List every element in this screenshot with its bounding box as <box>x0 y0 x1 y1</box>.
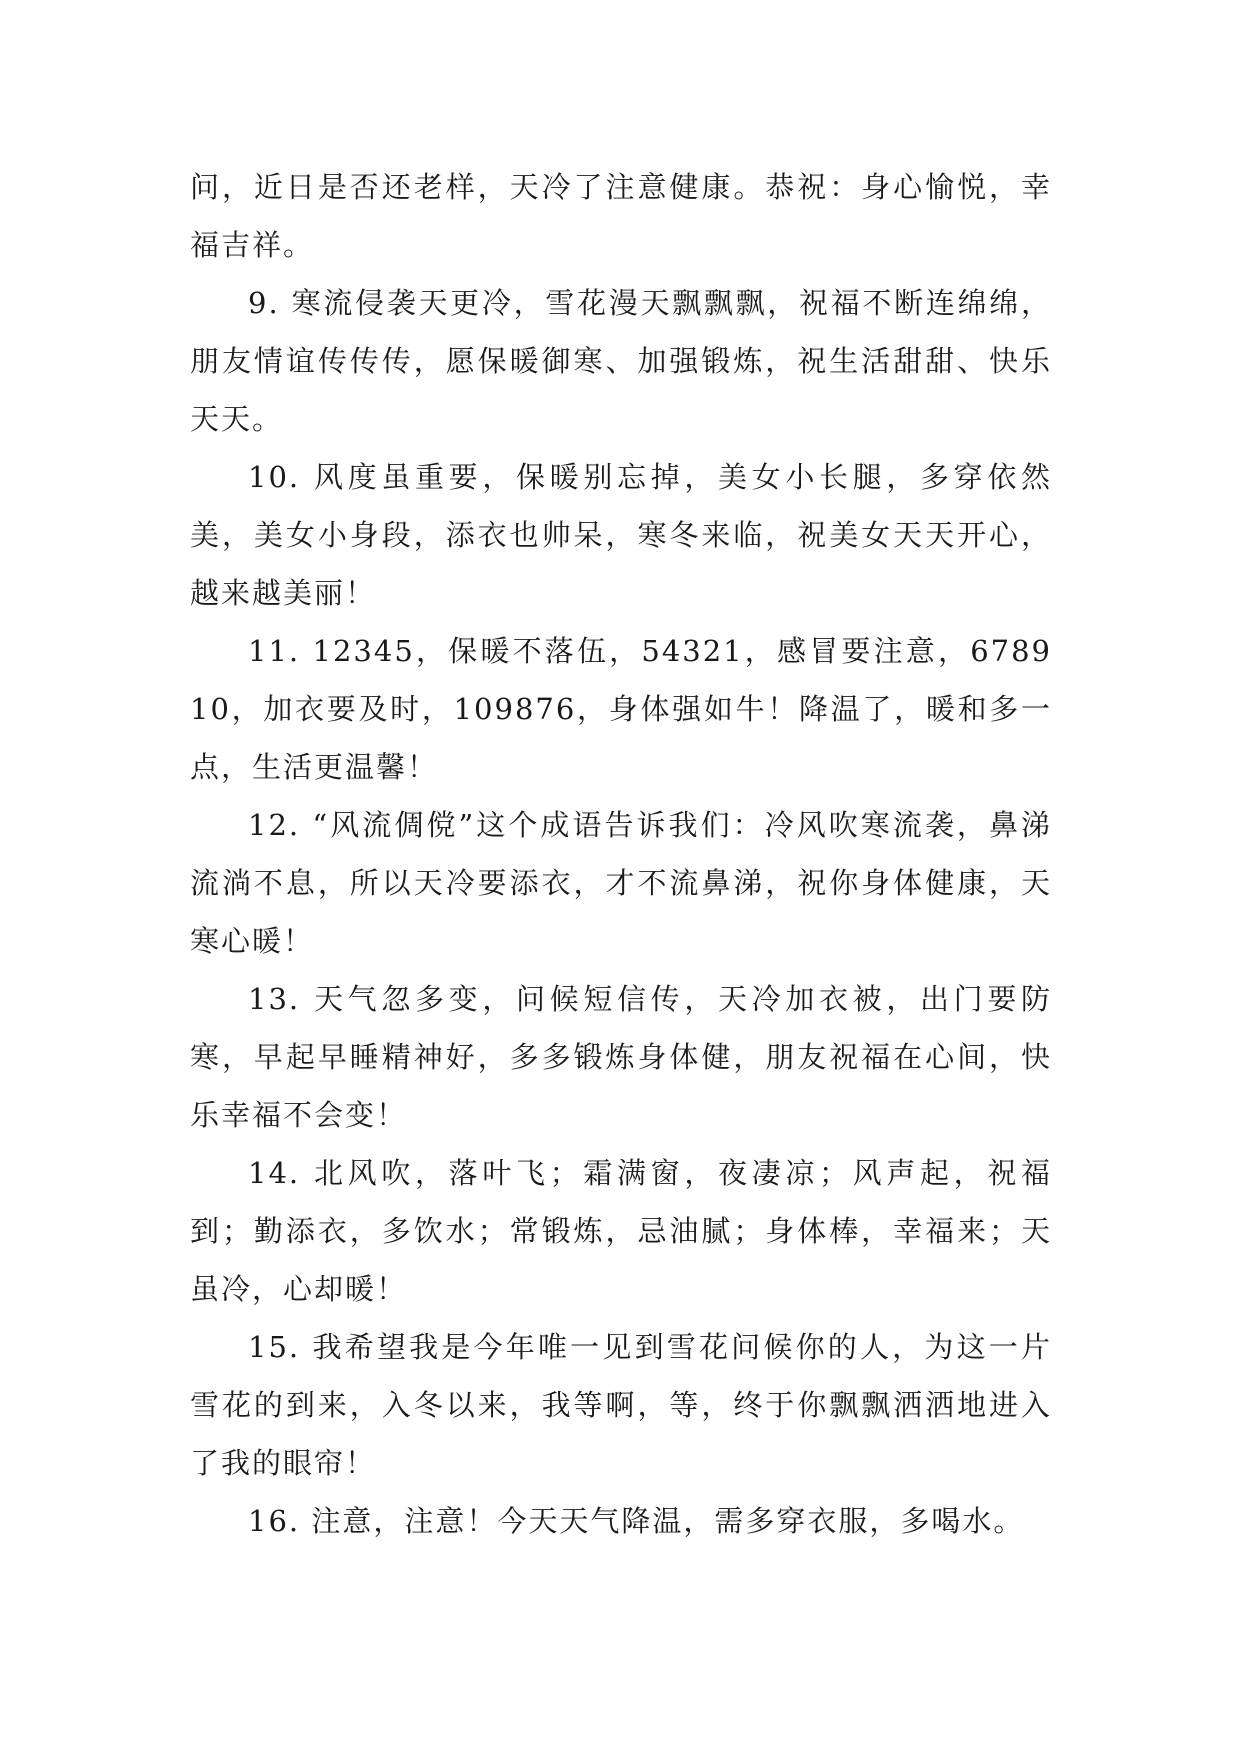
document-body <box>190 158 1052 1550</box>
paragraph-item-10: 10. 风度虽重要，保暖别忘掉，美女小长腿，多穿依然美，美女小身段，添衣也帅呆，寒冬来临，祝美女天天开心，越来越美丽！ <box>190 460 1052 610</box>
paragraph-item-13: 13. 天气忽多变，问候短信传，天冷加衣被，出门要防寒，早起早睡精神好，多多锻炼身体健，朋友祝福在心间，快乐幸福不会变！ <box>190 982 1052 1132</box>
paragraph-item-15: 15. 我希望我是今年唯一见到雪花问候你的人，为这一片雪花的到来，入冬以来，我等啊，等，终于你飘飘洒洒地进入了我的眼帘！ <box>190 1330 1052 1480</box>
paragraph-item-14: 14. 北风吹，落叶飞；霜满窗，夜凄凉；风声起，祝福到；勤添衣，多饮水；常锻炼，忌油腻；身体棒，幸福来；天虽冷，心却暖！ <box>190 1156 1052 1306</box>
paragraph-item-16: 16. 注意，注意！今天天气降温，需多穿衣服，多喝水。 <box>248 1504 1025 1538</box>
paragraph-item-11: 11. 12345，保暖不落伍，54321，感冒要注意，678910，加衣要及时，109876，身体强如牛！降温了，暖和多一点，生活更温馨！ <box>190 634 1052 784</box>
paragraph-continuation: 问，近日是否还老样，天冷了注意健康。恭祝：身心愉悦，幸福吉祥。 <box>190 170 1052 262</box>
paragraph-item-12: 12. “风流倜傥”这个成语告诉我们：冷风吹寒流袭，鼻涕流淌不息，所以天冷要添衣，才不流鼻涕，祝你身体健康，天寒心暖！ <box>190 808 1052 958</box>
paragraph-item-9: 9. 寒流侵袭天更冷，雪花漫天飘飘飘，祝福不断连绵绵，朋友情谊传传传，愿保暖御寒、加强锻炼，祝生活甜甜、快乐天天。 <box>190 286 1052 436</box>
